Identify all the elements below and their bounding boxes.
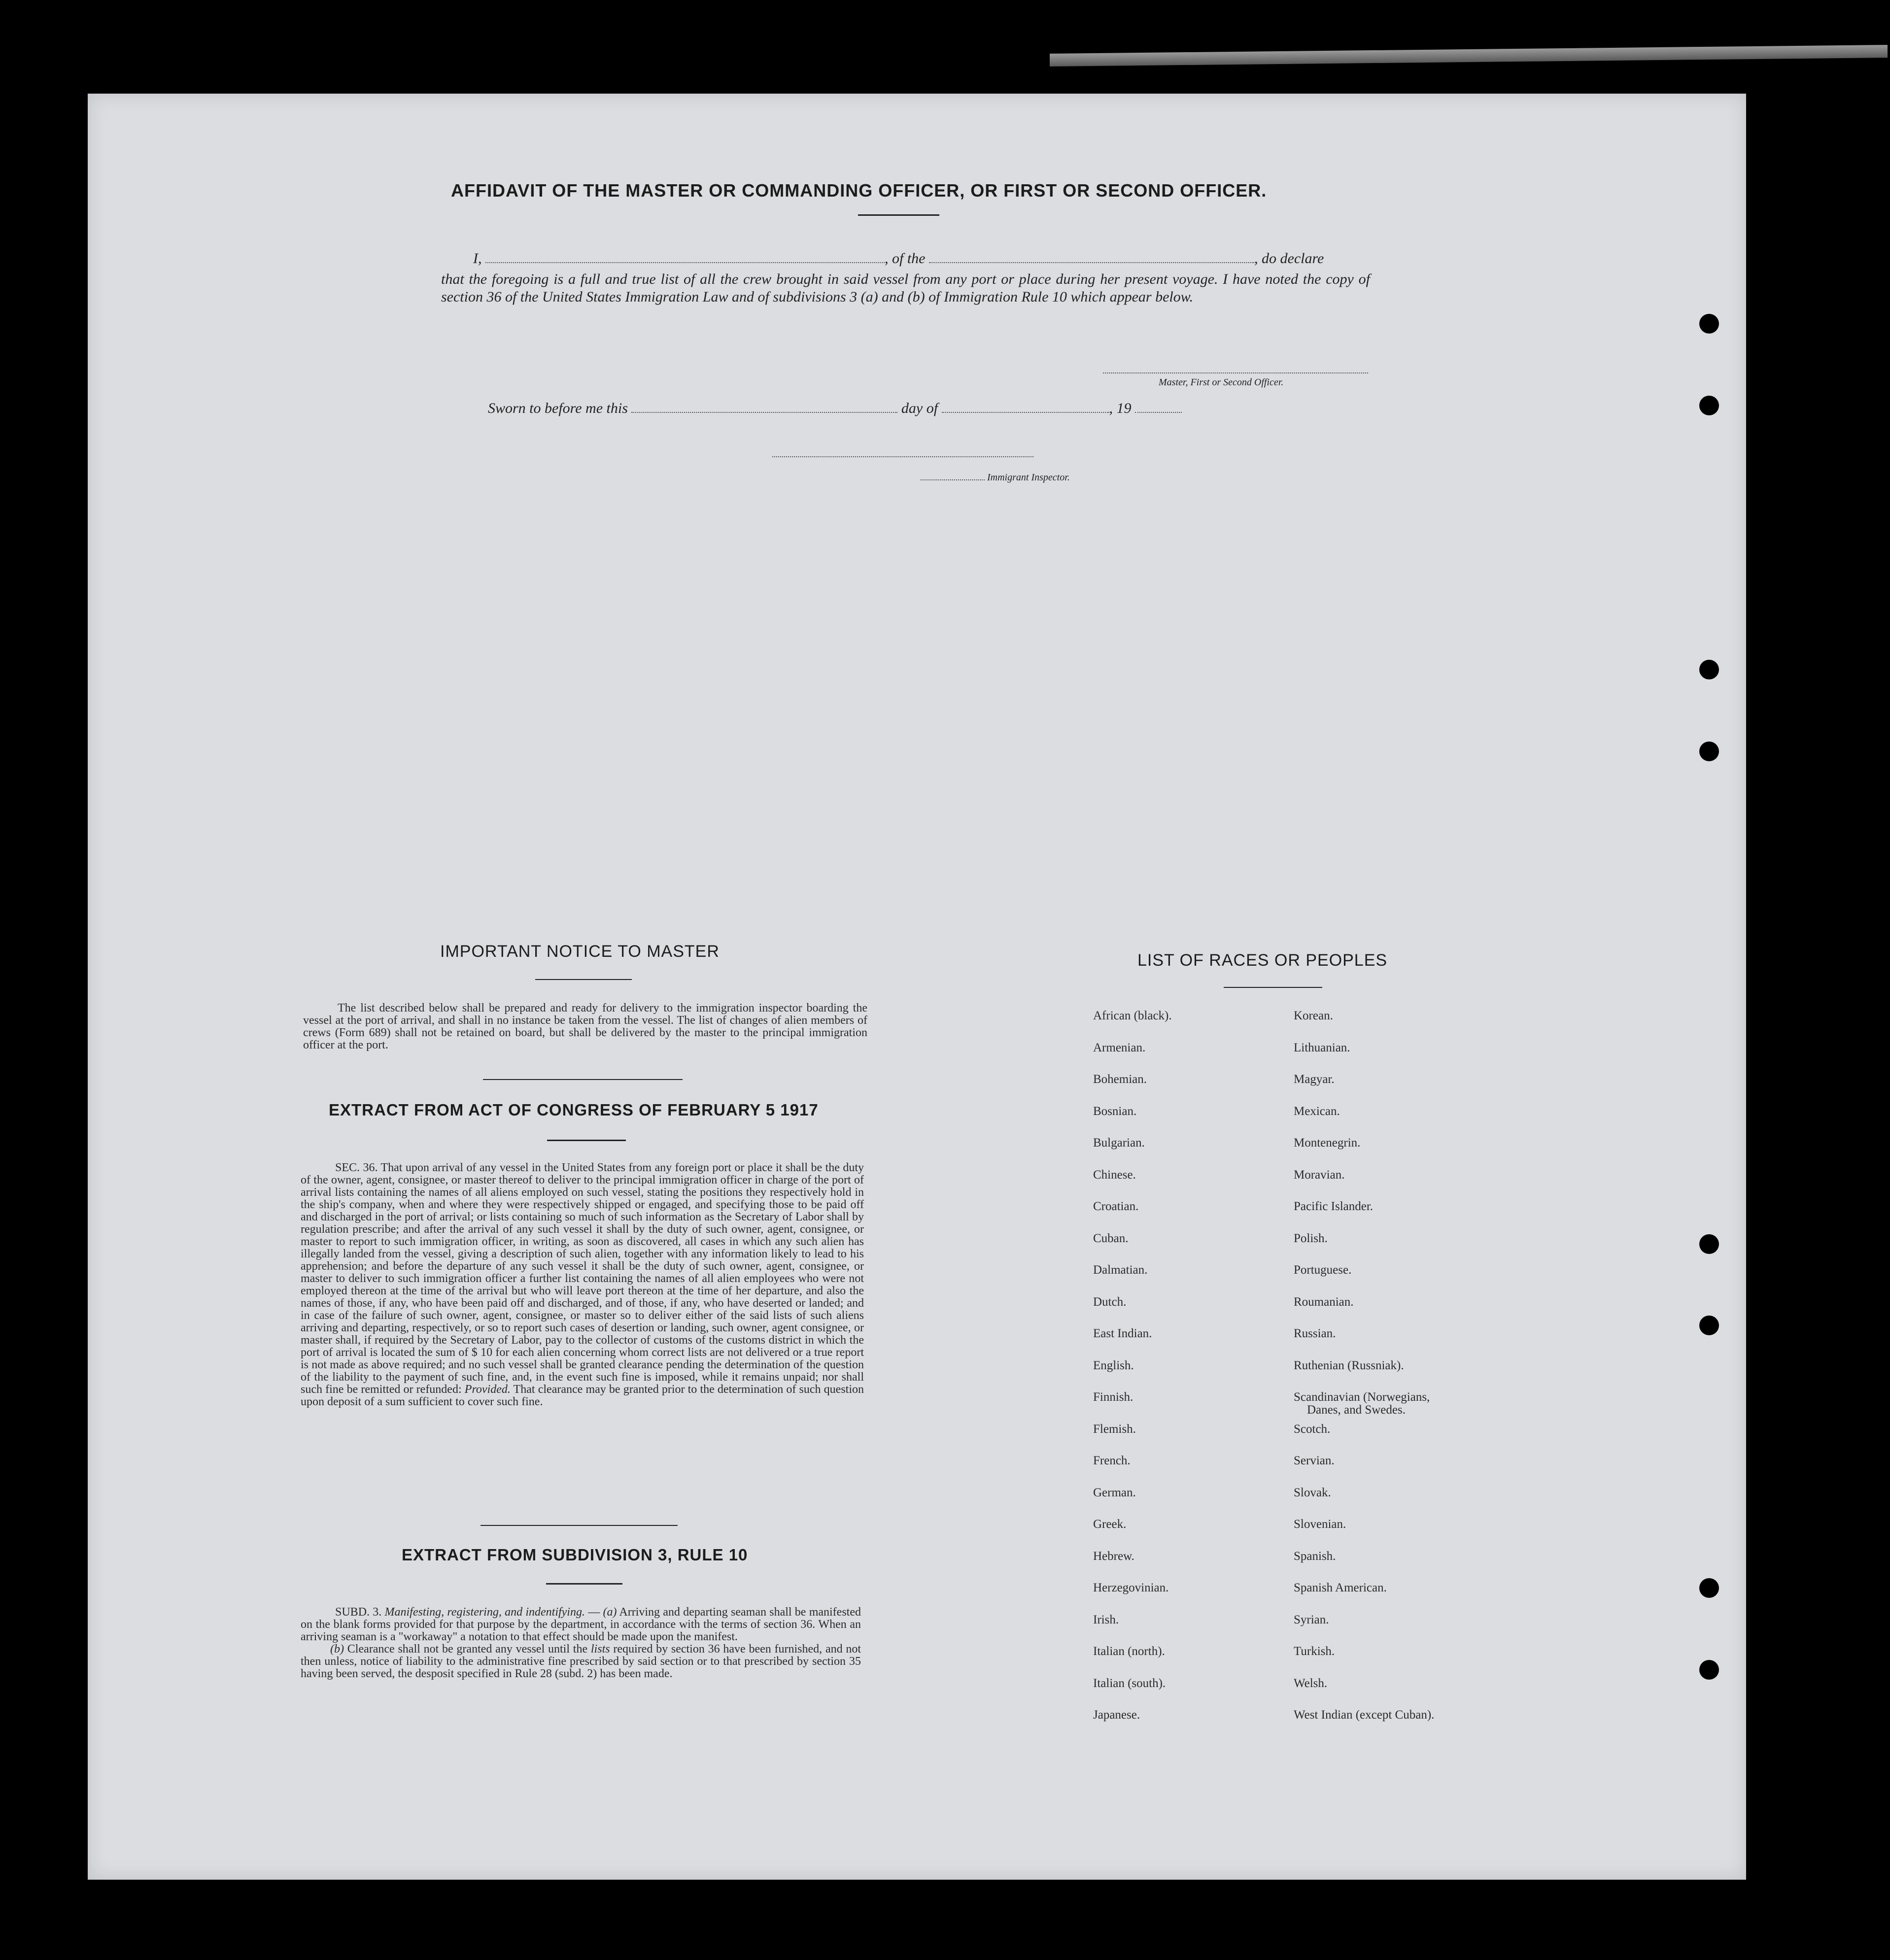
race-item: Hebrew. [1093, 1549, 1134, 1563]
sworn-label: Sworn to before me this [488, 400, 628, 416]
subd-heading: Manifesting, registering, and indentifying. [384, 1606, 585, 1619]
part-b-text: Clearance shall not be granted any vessel until the [347, 1643, 588, 1656]
race-item: Armenian. [1093, 1041, 1146, 1054]
subd-label: SUBD. 3. [335, 1606, 382, 1619]
race-item: Magyar. [1294, 1073, 1335, 1086]
affidavit-body: that the foregoing is a full and true list of all the crew brought in said vessel from any port or place during her present voyage. I have noted the copy of section 36 of the United States Immigration Law and of subdivisions 3 (a) and (b) of Immigration Rule 10 which appear below. [441, 271, 1370, 305]
rule-extract-title: EXTRACT FROM SUBDIVISION 3, RULE 10 [402, 1546, 748, 1564]
day-of-label: day of [901, 400, 938, 416]
race-item: Turkish. [1294, 1645, 1335, 1658]
rule-divider [546, 1583, 622, 1585]
race-item: Syrian. [1294, 1613, 1329, 1626]
race-item: Portuguese. [1294, 1263, 1352, 1277]
act-end-divider [481, 1525, 678, 1526]
act-body-text: SEC. 36. That upon arrival of any vessel in the United States from any foreign port or place it shall be the duty of the owner, agent, consignee, or master thereof to deliver to the principal immigration officer in charge of the port of arrival lists containing the names of all aliens employed on such vessel, stating the positions they respectively hold in the ship's company, when and where they were respectively shipped or engaged, and specifying those to be paid off and discharged in the port of arrival; or lists containing so much of such information as the Secretary of Labor shall by regulation prescribe; and after the arrival of any such vessel it shall by the duty of such owner, agent, consignee, or master to report to such immigration officer, in writing, as soon as discovered, all cases in which any such alien has illegally landed from the vessel, giving a description of such alien, together with any information likely to lead to his apprehension; and before the departure of any such vessel it shall be the duty of such owner, agent, consignee, or master to deliver to such immigration officer a further list containing the names of all alien employees who were not employed thereon at the time of the arrival but who will leave port thereon at the time of her departure, and also the names of those, if any, who have been paid off and discharged, and of those, if any, who have deserted or landed; and in case of the failure of such owner, agent, consignee, or master so to deliver either of the said lists of such aliens arriving and departing, respectively, or so to report such cases of desertion or landing, such owner, agent consignee, or master shall, if required by the Secretary of Labor, pay to the collector of customs of the customs district in which the port of arrival is located the sum of $ 10 for each alien concerning whom correct lists are not delivered or a true report is not made as above required; and no such vessel shall be granted clearance pending the determination of the question of the liability to the payment of such fine, and, in the event such fine is imposed, while it remains unpaid; nor shall such fine be remitted or refunded: [301, 1161, 864, 1396]
part-b-text-end: required by section 36 have been furnished, and not then unless, notice of liability to the administrative fine prescribed by said section or to that prescribed by section 35 having been served, the desposit specified in Rule 28 (subd. 2) has been made. [301, 1643, 861, 1680]
race-item: Italian (south). [1093, 1676, 1166, 1690]
sworn-day-field[interactable] [631, 411, 897, 413]
punch-hole [1699, 314, 1719, 334]
race-item: Chinese. [1093, 1168, 1136, 1182]
inspector-label: Immigrant Inspector. [987, 472, 1070, 483]
punch-hole [1699, 1578, 1719, 1598]
races-title: LIST OF RACES OR PEOPLES [1137, 951, 1388, 970]
master-signature-line[interactable] [1103, 372, 1368, 373]
race-item: Spanish American. [1294, 1581, 1387, 1594]
race-item: English. [1093, 1358, 1134, 1372]
race-item: Herzegovinian. [1093, 1581, 1169, 1594]
act-body-text-end: That clearance may be granted prior to the determination of such question upon deposit of a sum sufficient to cover such fine. [301, 1383, 864, 1408]
page-edge-strip [1050, 45, 1888, 67]
declarant-prefix: I, [473, 250, 482, 267]
race-item: Welsh. [1294, 1676, 1328, 1690]
part-b-mark: (b) [330, 1643, 344, 1656]
race-item: Bulgarian. [1093, 1136, 1145, 1149]
punch-hole [1699, 1660, 1719, 1680]
notice-body: The list described below shall be prepared and ready for delivery to the immigration inspector boarding the vessel at the port of arrival, and shall in no instance be taken from the vessel. The list of changes of alien members of crews (Form 689) shall not be retained on board, but shall be delivered by the master to the principal immigration officer at the port. [303, 1002, 867, 1051]
act-provided: Provided. [464, 1383, 511, 1396]
race-item: Roumanian. [1294, 1295, 1354, 1309]
vessel-name-field[interactable] [929, 262, 1254, 263]
sworn-year-field[interactable] [1135, 411, 1182, 413]
race-item: Cuban. [1093, 1231, 1129, 1245]
do-declare-label: , do declare [1254, 250, 1324, 267]
race-item: Slovenian. [1294, 1518, 1346, 1531]
inspector-signature-row [921, 472, 1070, 483]
affidavit-declaration-line [473, 250, 1370, 267]
race-item: German. [1093, 1486, 1136, 1499]
race-item: Dalmatian. [1093, 1263, 1148, 1277]
race-item: Scotch. [1294, 1422, 1331, 1436]
notice-end-divider [483, 1079, 683, 1080]
race-item: Korean. [1294, 1009, 1333, 1022]
race-item: Danes, and Swedes. [1307, 1403, 1406, 1417]
race-item: Irish. [1093, 1613, 1119, 1626]
race-item: African (black). [1093, 1009, 1172, 1022]
punch-hole [1699, 1234, 1719, 1254]
race-item: Greek. [1093, 1518, 1127, 1531]
race-item: Italian (north). [1093, 1645, 1165, 1658]
race-item: Slovak. [1294, 1486, 1331, 1499]
inspector-signature-line[interactable] [772, 456, 1033, 457]
notice-title: IMPORTANT NOTICE TO MASTER [440, 942, 720, 961]
race-item: Pacific Islander. [1294, 1200, 1374, 1213]
race-item: Flemish. [1093, 1422, 1136, 1436]
year-prefix-label: , 19 [1109, 400, 1132, 416]
master-signature-label: Master, First or Second Officer. [1159, 377, 1284, 388]
notice-divider [535, 979, 632, 980]
title-divider [858, 214, 939, 216]
part-b-lists: lists [590, 1643, 610, 1656]
rule-body: SUBD. 3. Manifesting, registering, and indentifying. — (a) Arriving and departing seaman shall be manifested on the blank forms provided for that purpose by the department, in accordance with the terms of section 36. When an arriving seaman is a "workaway" a notation to that effect should be made upon the manifest. (b) Clearance shall not be granted any vessel until the lists required by section 36 have been furnished, and not then unless, notice of liability to the administrative fine prescribed by said section or to that prescribed by section 35 having been served, the desposit specified in Rule 28 (subd. 2) has been made. [301, 1606, 861, 1680]
act-body [301, 1162, 864, 1408]
act-extract-title: EXTRACT FROM ACT OF CONGRESS OF FEBRUARY 5 1917 [329, 1101, 819, 1119]
punch-hole [1699, 742, 1719, 761]
race-item: Scandinavian (Norwegians, [1294, 1390, 1430, 1404]
race-item: Mexican. [1294, 1104, 1340, 1118]
race-item: Croatian. [1093, 1200, 1139, 1213]
punch-hole [1699, 660, 1719, 679]
act-divider [547, 1140, 626, 1141]
punch-hole [1699, 396, 1719, 415]
race-item: Lithuanian. [1294, 1041, 1350, 1054]
race-item: Polish. [1294, 1231, 1328, 1245]
race-item: French. [1093, 1454, 1131, 1467]
race-item: Russian. [1294, 1327, 1336, 1340]
race-item: Ruthenian (Russniak). [1294, 1358, 1404, 1372]
race-item: East Indian. [1093, 1327, 1152, 1340]
part-a-mark: (a) [603, 1606, 617, 1619]
declarant-name-field[interactable] [485, 262, 885, 263]
race-item: Moravian. [1294, 1168, 1345, 1182]
of-the-label: , of the [885, 250, 926, 267]
race-item: Bohemian. [1093, 1073, 1147, 1086]
sworn-line [488, 400, 1182, 417]
race-item: Servian. [1294, 1454, 1335, 1467]
race-item: Japanese. [1093, 1708, 1140, 1722]
races-divider [1224, 987, 1322, 988]
race-item: Spanish. [1294, 1549, 1336, 1563]
race-item: West Indian (except Cuban). [1294, 1708, 1435, 1722]
sworn-month-field[interactable] [942, 411, 1109, 413]
race-item: Montenegrin. [1294, 1136, 1361, 1149]
race-item: Finnish. [1093, 1390, 1134, 1404]
race-item: Bosnian. [1093, 1104, 1137, 1118]
affidavit-title: AFFIDAVIT OF THE MASTER OR COMMANDING OFFICER, OR FIRST OR SECOND OFFICER. [451, 180, 1267, 201]
punch-hole [1699, 1316, 1719, 1335]
part-a-text: Arriving and departing seaman shall be manifested on the blank forms provided for that purpose by the department, in accordance with the terms of section 36. When an arriving seaman is a "workaway" a notation to that effect should be made upon the manifest. [301, 1606, 861, 1643]
inspector-name-field[interactable] [921, 479, 985, 480]
race-item: Dutch. [1093, 1295, 1127, 1309]
